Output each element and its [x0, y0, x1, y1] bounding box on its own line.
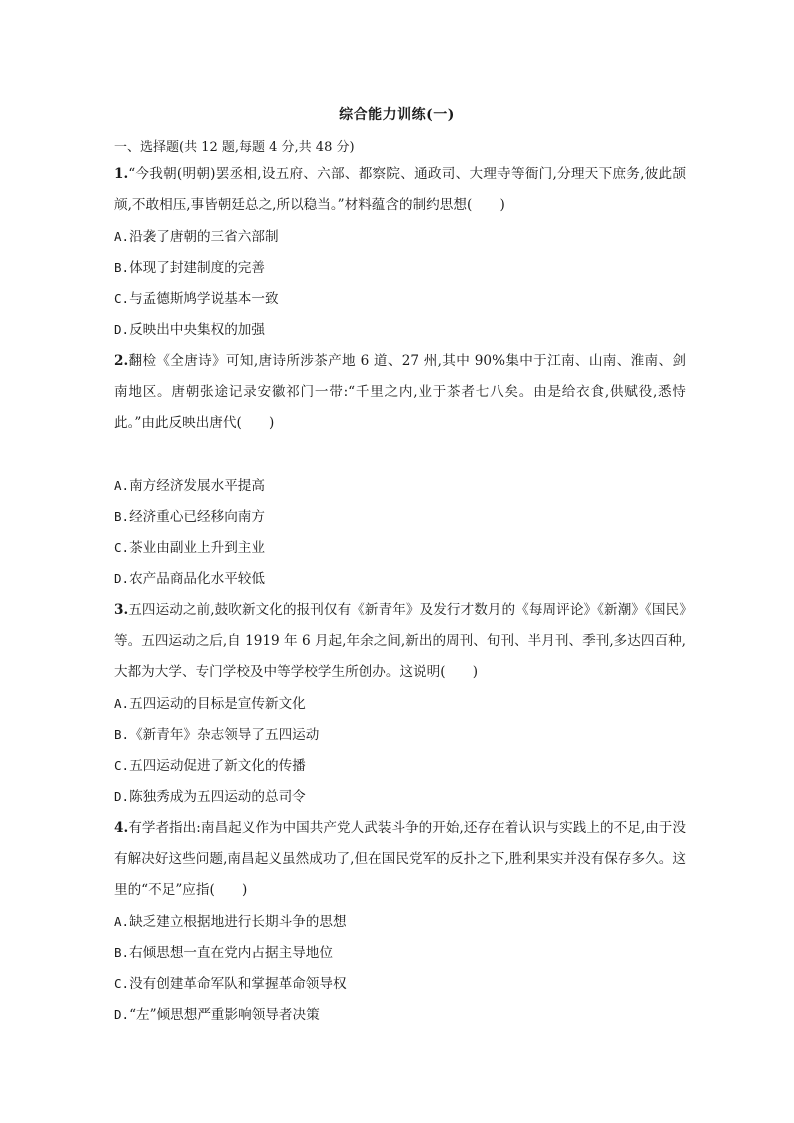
- option-text: 与孟德斯鸠学说基本一致: [129, 291, 279, 307]
- option-c: [114, 283, 686, 314]
- option-letter: B.: [114, 945, 130, 960]
- option-text: “左”倾思想严重影响领导者决策: [129, 1007, 320, 1023]
- option-a: [114, 470, 686, 501]
- option-letter: C.: [114, 976, 130, 991]
- question-stem: “今我朝(明朝)罢丞相,设五府、六部、都察院、通政司、大理寺等衙门,分理天下庶务,彼此颉颃,不敢相压,事皆朝廷总之,所以稳当。”材料蕴含的制约思想( ): [114, 166, 686, 213]
- option-letter: A.: [114, 478, 130, 493]
- option-letter: B.: [114, 260, 130, 275]
- option-b: [114, 252, 686, 283]
- option-a: [114, 906, 686, 937]
- option-b: [114, 501, 686, 532]
- option-text: 右倾思想一直在党内占据主导地位: [129, 945, 333, 961]
- section-heading: 一、选择题(共 12 题,每题 4 分,共 48 分): [114, 140, 355, 155]
- option-text: 茶业由副业上升到主业: [129, 540, 265, 556]
- question-number: 1.: [114, 166, 129, 182]
- option-letter: A.: [114, 914, 130, 929]
- question-2: [114, 346, 686, 594]
- option-text: 《新青年》杂志领导了五四运动: [129, 727, 320, 743]
- option-c: [114, 750, 686, 781]
- option-a: [114, 688, 686, 719]
- option-b: [114, 937, 686, 968]
- option-d: [114, 314, 686, 345]
- option-d: [114, 563, 686, 594]
- question-number: 2.: [114, 353, 129, 369]
- question-1: [114, 159, 686, 345]
- option-b: [114, 719, 686, 750]
- option-letter: C.: [114, 291, 130, 306]
- question-number: 4.: [114, 820, 129, 836]
- option-text: 经济重心已经移向南方: [129, 509, 265, 525]
- option-text: 没有创建革命军队和掌握革命领导权: [129, 976, 347, 992]
- option-text: 反映出中央集权的加强: [129, 322, 265, 338]
- option-a: [114, 221, 686, 252]
- page-title: 综合能力训练(一): [339, 107, 455, 123]
- question-3: [114, 595, 686, 812]
- option-letter: A.: [114, 696, 130, 711]
- option-letter: B.: [114, 509, 130, 524]
- option-d: [114, 781, 686, 812]
- option-letter: B.: [114, 727, 130, 742]
- option-letter: D.: [114, 1007, 130, 1022]
- question-stem: 翻检《全唐诗》可知,唐诗所涉茶产地 6 道、27 州,其中 90%集中于江南、山南、淮南、剑南地区。唐朝张途记录安徽祁门一带:“千里之内,业于茶者七八矣。由是给衣食,供赋役,悉恃此。”由此反映出唐代( ): [114, 353, 686, 431]
- option-letter: A.: [114, 229, 130, 244]
- option-text: 陈独秀成为五四运动的总司令: [129, 789, 306, 805]
- option-text: 沿袭了唐朝的三省六部制: [129, 229, 279, 245]
- option-text: 体现了封建制度的完善: [129, 260, 265, 276]
- option-letter: D.: [114, 322, 130, 337]
- option-text: 五四运动促进了新文化的传播: [129, 758, 306, 774]
- question-stem: 有学者指出:南昌起义作为中国共产党人武装斗争的开始,还存在着认识与实践上的不足,由于没有解决好这些问题,南昌起义虽然成功了,但在国民党军的反扑之下,胜利果实并没有保存多久。这里的“不足”应指( ): [114, 820, 686, 898]
- option-text: 南方经济发展水平提高: [129, 478, 265, 494]
- question-stem: 五四运动之前,鼓吹新文化的报刊仅有《新青年》及发行才数月的《每周评论》《新潮》《国民》等。五四运动之后,自 1919 年 6 月起,年余之间,新出的周刊、旬刊、半月刊、季刊,多达四百种,大都为大学、专门学校及中等学校学生所创办。这说明( ): [114, 602, 686, 680]
- option-c: [114, 532, 686, 563]
- option-letter: C.: [114, 540, 130, 555]
- option-text: 农产品商品化水平较低: [129, 571, 265, 587]
- option-c: [114, 968, 686, 999]
- option-text: 缺乏建立根据地进行长期斗争的思想: [129, 914, 347, 930]
- option-letter: D.: [114, 789, 130, 804]
- option-d: [114, 999, 686, 1030]
- question-number: 3.: [114, 602, 129, 618]
- option-letter: C.: [114, 758, 130, 773]
- option-letter: D.: [114, 571, 130, 586]
- question-4: [114, 813, 686, 1030]
- option-text: 五四运动的目标是宣传新文化: [129, 696, 306, 712]
